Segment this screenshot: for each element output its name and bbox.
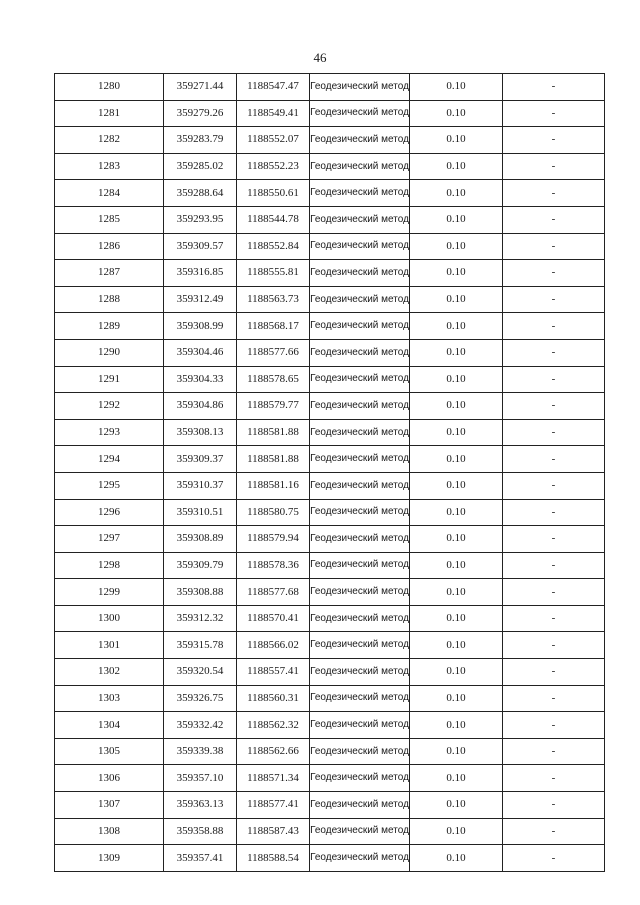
y-coordinate-cell: 1188571.34 (237, 765, 310, 792)
method-cell: Геодезический метод (310, 366, 410, 393)
x-coordinate-cell: 359283.79 (164, 127, 237, 154)
x-coordinate-cell: 359308.88 (164, 579, 237, 606)
accuracy-cell: 0.10 (410, 472, 503, 499)
y-coordinate-cell: 1188578.65 (237, 366, 310, 393)
point-number-cell: 1308 (55, 818, 164, 845)
point-number-cell: 1291 (55, 366, 164, 393)
table-row (55, 712, 605, 739)
accuracy-cell: 0.10 (410, 233, 503, 260)
y-coordinate-cell: 1188587.43 (237, 818, 310, 845)
note-cell: - (503, 499, 605, 526)
y-coordinate-cell: 1188588.54 (237, 845, 310, 872)
table-row (55, 313, 605, 340)
y-coordinate-cell: 1188568.17 (237, 313, 310, 340)
accuracy-cell: 0.10 (410, 339, 503, 366)
accuracy-cell: 0.10 (410, 738, 503, 765)
note-cell: - (503, 100, 605, 127)
table-row (55, 499, 605, 526)
point-number-cell: 1304 (55, 712, 164, 739)
point-number-cell: 1306 (55, 765, 164, 792)
table-row (55, 552, 605, 579)
accuracy-cell: 0.10 (410, 818, 503, 845)
x-coordinate-cell: 359308.89 (164, 526, 237, 553)
table-row (55, 526, 605, 553)
page-number: 46 (313, 50, 327, 65)
method-cell: Геодезический метод (310, 313, 410, 340)
y-coordinate-cell: 1188581.88 (237, 419, 310, 446)
x-coordinate-cell: 359358.88 (164, 818, 237, 845)
point-number-cell: 1283 (55, 153, 164, 180)
note-cell: - (503, 579, 605, 606)
note-cell: - (503, 818, 605, 845)
method-cell: Геодезический метод (310, 605, 410, 632)
x-coordinate-cell: 359285.02 (164, 153, 237, 180)
y-coordinate-cell: 1188555.81 (237, 260, 310, 287)
x-coordinate-cell: 359304.33 (164, 366, 237, 393)
method-cell: Геодезический метод (310, 765, 410, 792)
x-coordinate-cell: 359293.95 (164, 206, 237, 233)
method-cell: Геодезический метод (310, 180, 410, 207)
table-row (55, 579, 605, 606)
y-coordinate-cell: 1188549.41 (237, 100, 310, 127)
note-cell: - (503, 738, 605, 765)
point-number-cell: 1282 (55, 127, 164, 154)
note-cell: - (503, 153, 605, 180)
table-row (55, 632, 605, 659)
accuracy-cell: 0.10 (410, 792, 503, 819)
y-coordinate-cell: 1188570.41 (237, 605, 310, 632)
point-number-cell: 1294 (55, 446, 164, 473)
method-cell: Геодезический метод (310, 792, 410, 819)
x-coordinate-cell: 359357.10 (164, 765, 237, 792)
x-coordinate-cell: 359310.51 (164, 499, 237, 526)
coordinates-table (54, 73, 605, 872)
y-coordinate-cell: 1188547.47 (237, 74, 310, 101)
method-cell: Геодезический метод (310, 206, 410, 233)
y-coordinate-cell: 1188577.66 (237, 339, 310, 366)
accuracy-cell: 0.10 (410, 313, 503, 340)
note-cell: - (503, 472, 605, 499)
point-number-cell: 1281 (55, 100, 164, 127)
point-number-cell: 1290 (55, 339, 164, 366)
accuracy-cell: 0.10 (410, 765, 503, 792)
x-coordinate-cell: 359363.13 (164, 792, 237, 819)
point-number-cell: 1289 (55, 313, 164, 340)
x-coordinate-cell: 359357.41 (164, 845, 237, 872)
x-coordinate-cell: 359315.78 (164, 632, 237, 659)
y-coordinate-cell: 1188560.31 (237, 685, 310, 712)
method-cell: Геодезический метод (310, 419, 410, 446)
table-body (55, 74, 605, 872)
accuracy-cell: 0.10 (410, 393, 503, 420)
y-coordinate-cell: 1188562.32 (237, 712, 310, 739)
table-row (55, 286, 605, 313)
note-cell: - (503, 233, 605, 260)
table-row (55, 738, 605, 765)
x-coordinate-cell: 359320.54 (164, 659, 237, 686)
table-row (55, 153, 605, 180)
y-coordinate-cell: 1188544.78 (237, 206, 310, 233)
y-coordinate-cell: 1188577.68 (237, 579, 310, 606)
table-row (55, 233, 605, 260)
x-coordinate-cell: 359304.46 (164, 339, 237, 366)
point-number-cell: 1301 (55, 632, 164, 659)
note-cell: - (503, 685, 605, 712)
accuracy-cell: 0.10 (410, 446, 503, 473)
note-cell: - (503, 446, 605, 473)
table-row (55, 74, 605, 101)
accuracy-cell: 0.10 (410, 100, 503, 127)
table-row (55, 180, 605, 207)
note-cell: - (503, 659, 605, 686)
note-cell: - (503, 632, 605, 659)
accuracy-cell: 0.10 (410, 632, 503, 659)
note-cell: - (503, 605, 605, 632)
point-number-cell: 1284 (55, 180, 164, 207)
method-cell: Геодезический метод (310, 712, 410, 739)
table-row (55, 419, 605, 446)
x-coordinate-cell: 359316.85 (164, 260, 237, 287)
point-number-cell: 1285 (55, 206, 164, 233)
table-row (55, 206, 605, 233)
y-coordinate-cell: 1188578.36 (237, 552, 310, 579)
method-cell: Геодезический метод (310, 659, 410, 686)
method-cell: Геодезический метод (310, 632, 410, 659)
y-coordinate-cell: 1188581.16 (237, 472, 310, 499)
method-cell: Геодезический метод (310, 153, 410, 180)
method-cell: Геодезический метод (310, 472, 410, 499)
y-coordinate-cell: 1188579.94 (237, 526, 310, 553)
x-coordinate-cell: 359309.79 (164, 552, 237, 579)
point-number-cell: 1303 (55, 685, 164, 712)
accuracy-cell: 0.10 (410, 74, 503, 101)
y-coordinate-cell: 1188552.84 (237, 233, 310, 260)
table-row (55, 659, 605, 686)
accuracy-cell: 0.10 (410, 499, 503, 526)
accuracy-cell: 0.10 (410, 153, 503, 180)
note-cell: - (503, 286, 605, 313)
table-row (55, 339, 605, 366)
table-row (55, 605, 605, 632)
accuracy-cell: 0.10 (410, 419, 503, 446)
accuracy-cell: 0.10 (410, 605, 503, 632)
point-number-cell: 1295 (55, 472, 164, 499)
note-cell: - (503, 180, 605, 207)
method-cell: Геодезический метод (310, 579, 410, 606)
method-cell: Геодезический метод (310, 446, 410, 473)
x-coordinate-cell: 359312.32 (164, 605, 237, 632)
y-coordinate-cell: 1188557.41 (237, 659, 310, 686)
method-cell: Геодезический метод (310, 685, 410, 712)
note-cell: - (503, 74, 605, 101)
x-coordinate-cell: 359271.44 (164, 74, 237, 101)
method-cell: Геодезический метод (310, 286, 410, 313)
note-cell: - (503, 366, 605, 393)
y-coordinate-cell: 1188562.66 (237, 738, 310, 765)
note-cell: - (503, 206, 605, 233)
point-number-cell: 1309 (55, 845, 164, 872)
x-coordinate-cell: 359339.38 (164, 738, 237, 765)
accuracy-cell: 0.10 (410, 685, 503, 712)
x-coordinate-cell: 359279.26 (164, 100, 237, 127)
method-cell: Геодезический метод (310, 393, 410, 420)
note-cell: - (503, 552, 605, 579)
x-coordinate-cell: 359288.64 (164, 180, 237, 207)
note-cell: - (503, 526, 605, 553)
table-row (55, 393, 605, 420)
point-number-cell: 1302 (55, 659, 164, 686)
x-coordinate-cell: 359310.37 (164, 472, 237, 499)
y-coordinate-cell: 1188577.41 (237, 792, 310, 819)
point-number-cell: 1300 (55, 605, 164, 632)
point-number-cell: 1287 (55, 260, 164, 287)
note-cell: - (503, 127, 605, 154)
note-cell: - (503, 313, 605, 340)
y-coordinate-cell: 1188550.61 (237, 180, 310, 207)
method-cell: Геодезический метод (310, 818, 410, 845)
method-cell: Геодезический метод (310, 499, 410, 526)
table-row (55, 260, 605, 287)
table-row (55, 472, 605, 499)
table-row (55, 446, 605, 473)
table-row (55, 818, 605, 845)
accuracy-cell: 0.10 (410, 127, 503, 154)
method-cell: Геодезический метод (310, 127, 410, 154)
point-number-cell: 1305 (55, 738, 164, 765)
accuracy-cell: 0.10 (410, 845, 503, 872)
accuracy-cell: 0.10 (410, 712, 503, 739)
table-row (55, 685, 605, 712)
method-cell: Геодезический метод (310, 233, 410, 260)
table-row (55, 792, 605, 819)
point-number-cell: 1292 (55, 393, 164, 420)
x-coordinate-cell: 359326.75 (164, 685, 237, 712)
y-coordinate-cell: 1188552.07 (237, 127, 310, 154)
note-cell: - (503, 765, 605, 792)
point-number-cell: 1307 (55, 792, 164, 819)
x-coordinate-cell: 359308.99 (164, 313, 237, 340)
note-cell: - (503, 393, 605, 420)
method-cell: Геодезический метод (310, 845, 410, 872)
note-cell: - (503, 339, 605, 366)
point-number-cell: 1280 (55, 74, 164, 101)
point-number-cell: 1286 (55, 233, 164, 260)
method-cell: Геодезический метод (310, 339, 410, 366)
point-number-cell: 1293 (55, 419, 164, 446)
method-cell: Геодезический метод (310, 526, 410, 553)
table-row (55, 845, 605, 872)
method-cell: Геодезический метод (310, 552, 410, 579)
x-coordinate-cell: 359309.57 (164, 233, 237, 260)
accuracy-cell: 0.10 (410, 260, 503, 287)
note-cell: - (503, 845, 605, 872)
note-cell: - (503, 712, 605, 739)
point-number-cell: 1299 (55, 579, 164, 606)
y-coordinate-cell: 1188552.23 (237, 153, 310, 180)
method-cell: Геодезический метод (310, 74, 410, 101)
method-cell: Геодезический метод (310, 260, 410, 287)
accuracy-cell: 0.10 (410, 180, 503, 207)
note-cell: - (503, 792, 605, 819)
y-coordinate-cell: 1188579.77 (237, 393, 310, 420)
accuracy-cell: 0.10 (410, 552, 503, 579)
point-number-cell: 1296 (55, 499, 164, 526)
accuracy-cell: 0.10 (410, 366, 503, 393)
x-coordinate-cell: 359308.13 (164, 419, 237, 446)
y-coordinate-cell: 1188566.02 (237, 632, 310, 659)
note-cell: - (503, 419, 605, 446)
accuracy-cell: 0.10 (410, 526, 503, 553)
accuracy-cell: 0.10 (410, 659, 503, 686)
method-cell: Геодезический метод (310, 738, 410, 765)
point-number-cell: 1298 (55, 552, 164, 579)
accuracy-cell: 0.10 (410, 579, 503, 606)
y-coordinate-cell: 1188563.73 (237, 286, 310, 313)
y-coordinate-cell: 1188581.88 (237, 446, 310, 473)
point-number-cell: 1297 (55, 526, 164, 553)
accuracy-cell: 0.10 (410, 206, 503, 233)
table-row (55, 100, 605, 127)
table-row (55, 765, 605, 792)
x-coordinate-cell: 359312.49 (164, 286, 237, 313)
x-coordinate-cell: 359332.42 (164, 712, 237, 739)
table-row (55, 127, 605, 154)
note-cell: - (503, 260, 605, 287)
method-cell: Геодезический метод (310, 100, 410, 127)
y-coordinate-cell: 1188580.75 (237, 499, 310, 526)
point-number-cell: 1288 (55, 286, 164, 313)
x-coordinate-cell: 359304.86 (164, 393, 237, 420)
accuracy-cell: 0.10 (410, 286, 503, 313)
table-row (55, 366, 605, 393)
x-coordinate-cell: 359309.37 (164, 446, 237, 473)
